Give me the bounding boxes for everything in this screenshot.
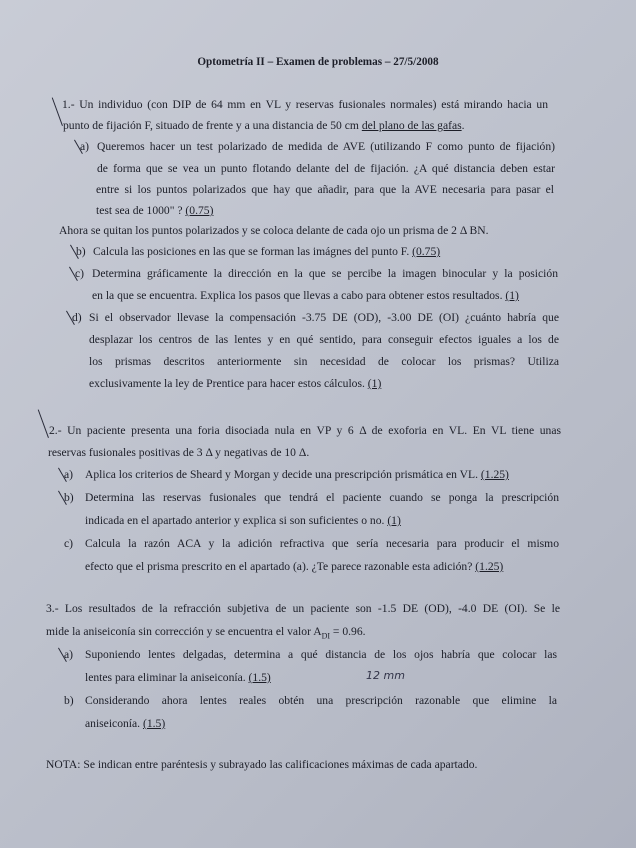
q1a-line-3: entre si los puntos polarizados que hay que añadir, para que la AVE necesaria para pasar el <box>96 183 554 196</box>
q1a-line-2: de forma que se vea un punto flotando delante del de fijación. ¿A qué distancia deben estar <box>97 162 555 175</box>
q1b-line-1-text: Calcula las posiciones en las que se forman las imágnes del punto F. <box>93 245 410 258</box>
q3-line-2-text: mide la aniseiconía sin corrección y se encuentra el valor A <box>46 625 322 638</box>
q3b-line-2 <box>85 717 165 731</box>
q2-line-2: reservas fusionales positivas de 3 Δ y negativas de 10 Δ. <box>48 446 310 459</box>
q1a-line-4 <box>96 204 213 218</box>
q3a-marker: a) <box>64 648 74 661</box>
q1-line-2-end: . <box>461 119 465 132</box>
q3b-line-2-text: aniseiconía. <box>85 717 141 730</box>
q2b-line-1: Determina las reservas fusionales que tendrá el paciente cuando se ponga la prescripción <box>85 491 559 504</box>
exam-note: NOTA: Se indican entre paréntesis y subrayado las calificaciones máximas de cada apartado. <box>46 758 478 771</box>
q1b-score: (0.75) <box>412 245 441 258</box>
q1d-score: (1) <box>367 377 382 390</box>
q3b-marker: b) <box>64 694 74 707</box>
q1d-line-3: los prismas descritos anteriormente sin necesidad de colocar los prismas? Utiliza <box>89 355 559 368</box>
q3-line-2-end: = 0.96. <box>330 625 366 638</box>
q2a-line-1 <box>85 468 509 482</box>
q1a-score: (0.75) <box>185 204 214 217</box>
q2b-line-2-text: indicada en el apartado anterior y explica si son suficientes o no. <box>85 514 385 527</box>
q3-line-1: 3.- Los resultados de la refracción subjetiva de un paciente son -1.5 DE (OD), -4.0 DE (OI). Se le <box>46 602 560 615</box>
q2b-marker: b) <box>64 491 74 504</box>
q1c-score: (1) <box>505 289 519 302</box>
q3a-line-2 <box>85 671 271 685</box>
q3-line-2 <box>46 625 366 643</box>
q2c-marker: c) <box>64 537 74 550</box>
q1c-line-1: Determina gráficamente la dirección en la que se percibe la imagen binocular y la posición <box>92 267 558 280</box>
q3-subscript: DI <box>321 631 331 641</box>
q1a-marker: a) <box>80 140 90 153</box>
q1d-marker: d) <box>72 311 82 324</box>
q2c-line-2-text: efecto que el prisma prescrito en el apartado (a). ¿Te parece razonable esta adición? <box>85 560 473 573</box>
q1c-line-2 <box>92 289 519 303</box>
q1b-line-1 <box>93 245 440 259</box>
handwritten-check-mark <box>38 409 50 438</box>
q1-line-2 <box>63 119 465 133</box>
q1a-line-1: Queremos hacer un test polarizado de medida de AVE (utilizando F como punto de fijación) <box>97 140 555 153</box>
q1b-marker: b) <box>76 245 86 258</box>
q2a-score: (1.25) <box>480 468 509 481</box>
q2-line-1: 2.- Un paciente presenta una foria disociada nula en VP y 6 Δ de exoforia en VL. En VL tiene unas <box>49 424 561 437</box>
q1-line-2-text: punto de fijación F, situado de frente y a una distancia de 50 cm <box>63 119 362 132</box>
q2a-marker: a) <box>64 468 74 481</box>
q1-underlined-phrase: del plano de las gafas <box>361 119 462 132</box>
q3a-score: (1.5) <box>248 671 271 684</box>
q1-line-1: 1.- Un individuo (con DIP de 64 mm en VL y reservas fusionales normales) está mirando hacia un <box>62 98 548 111</box>
q3b-score: (1.5) <box>142 717 166 730</box>
q3b-line-1: Considerando ahora lentes reales obtén una prescripción razonable que elimine la <box>85 694 557 707</box>
q2c-score: (1.25) <box>475 560 504 573</box>
q2a-line-1-text: Aplica los criterios de Sheard y Morgan y decide una prescripción prismática en VL. <box>85 468 478 481</box>
q2b-score: (1) <box>387 514 401 527</box>
q2c-line-1: Calcula la razón ACA y la adición refractiva que sería necesaria para producir el mismo <box>85 537 559 550</box>
q1c-line-2-text: en la que se encuentra. Explica los pasos que llevas a cabo para obtener estos resultados. <box>92 289 503 302</box>
q1d-line-1: Si el observador llevase la compensación -3.75 DE (OD), -3.00 DE (OI) ¿cuánto habría que <box>89 311 559 324</box>
q2b-line-2 <box>85 514 401 528</box>
handwritten-annotation: 12 mm <box>366 669 405 682</box>
q3a-line-1: Suponiendo lentes delgadas, determina a qué distancia de los ojos habría que colocar las <box>85 648 557 661</box>
q1d-line-4 <box>89 377 381 391</box>
q1d-line-2: desplazar los centros de las lentes y en qué sentido, para conseguir efectos iguales a los de <box>89 333 559 346</box>
q1-intro-line: Ahora se quitan los puntos polarizados y se coloca delante de cada ojo un prisma de 2 Δ BN. <box>59 224 489 237</box>
q1d-line-4-text: exclusivamente la ley de Prentice para hacer estos cálculos. <box>89 377 365 390</box>
exam-title: Optometría II – Examen de problemas – 27/5/2008 <box>197 56 439 68</box>
q1a-line-4-text: test sea de 1000" ? <box>96 204 183 217</box>
q2c-line-2 <box>85 560 503 574</box>
q1c-marker: c) <box>75 267 85 280</box>
q3a-line-2-text: lentes para eliminar la aniseiconía. <box>85 671 246 684</box>
